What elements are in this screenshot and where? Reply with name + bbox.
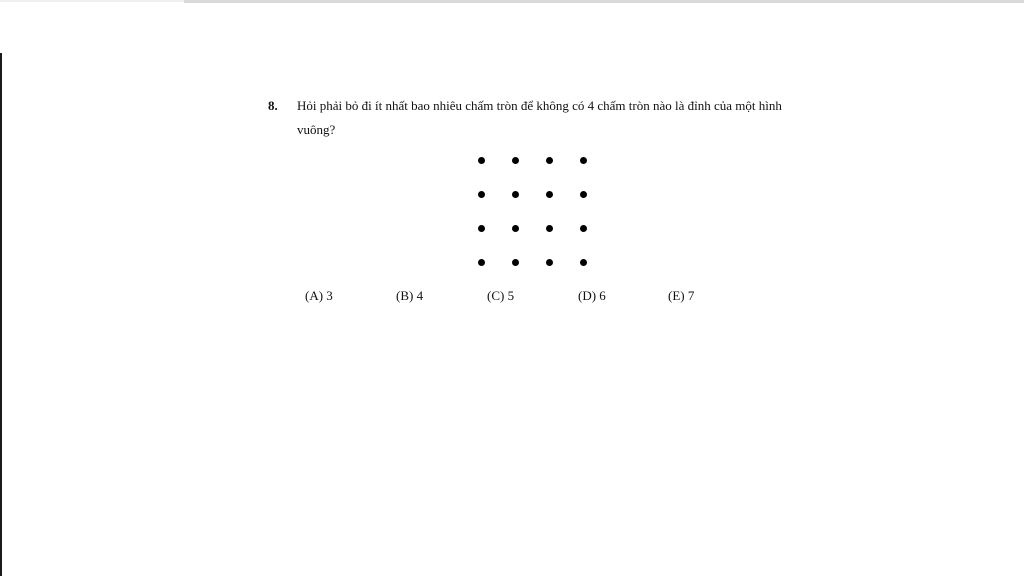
grid-dot	[546, 157, 553, 164]
option-d: (D) 6	[578, 288, 606, 303]
grid-dot	[580, 225, 587, 232]
grid-dot	[478, 191, 485, 198]
dot-grid	[474, 153, 594, 273]
grid-dot	[512, 157, 519, 164]
grid-dot	[478, 259, 485, 266]
option-b: (B) 4	[396, 288, 424, 303]
grid-dot	[478, 225, 485, 232]
option-a: (A) 3	[305, 288, 333, 303]
grid-dot	[546, 225, 553, 232]
grid-dot	[546, 191, 553, 198]
grid-dot	[580, 259, 587, 266]
grid-dot	[546, 259, 553, 266]
toolbar-strip-left	[0, 0, 184, 2]
grid-dot	[580, 191, 587, 198]
grid-dot	[580, 157, 587, 164]
grid-dot	[512, 191, 519, 198]
option-e: (E) 7	[668, 288, 695, 303]
toolbar-strip	[184, 0, 1024, 3]
grid-dot	[478, 157, 485, 164]
question-text: Hỏi phải bỏ đi ít nhất bao nhiêu chấm tròn để không có 4 chấm tròn nào là đỉnh của một hình vuông?	[297, 98, 782, 137]
option-c: (C) 5	[487, 288, 515, 303]
question-number: 8.	[268, 98, 278, 113]
grid-dot	[512, 259, 519, 266]
grid-dot	[512, 225, 519, 232]
